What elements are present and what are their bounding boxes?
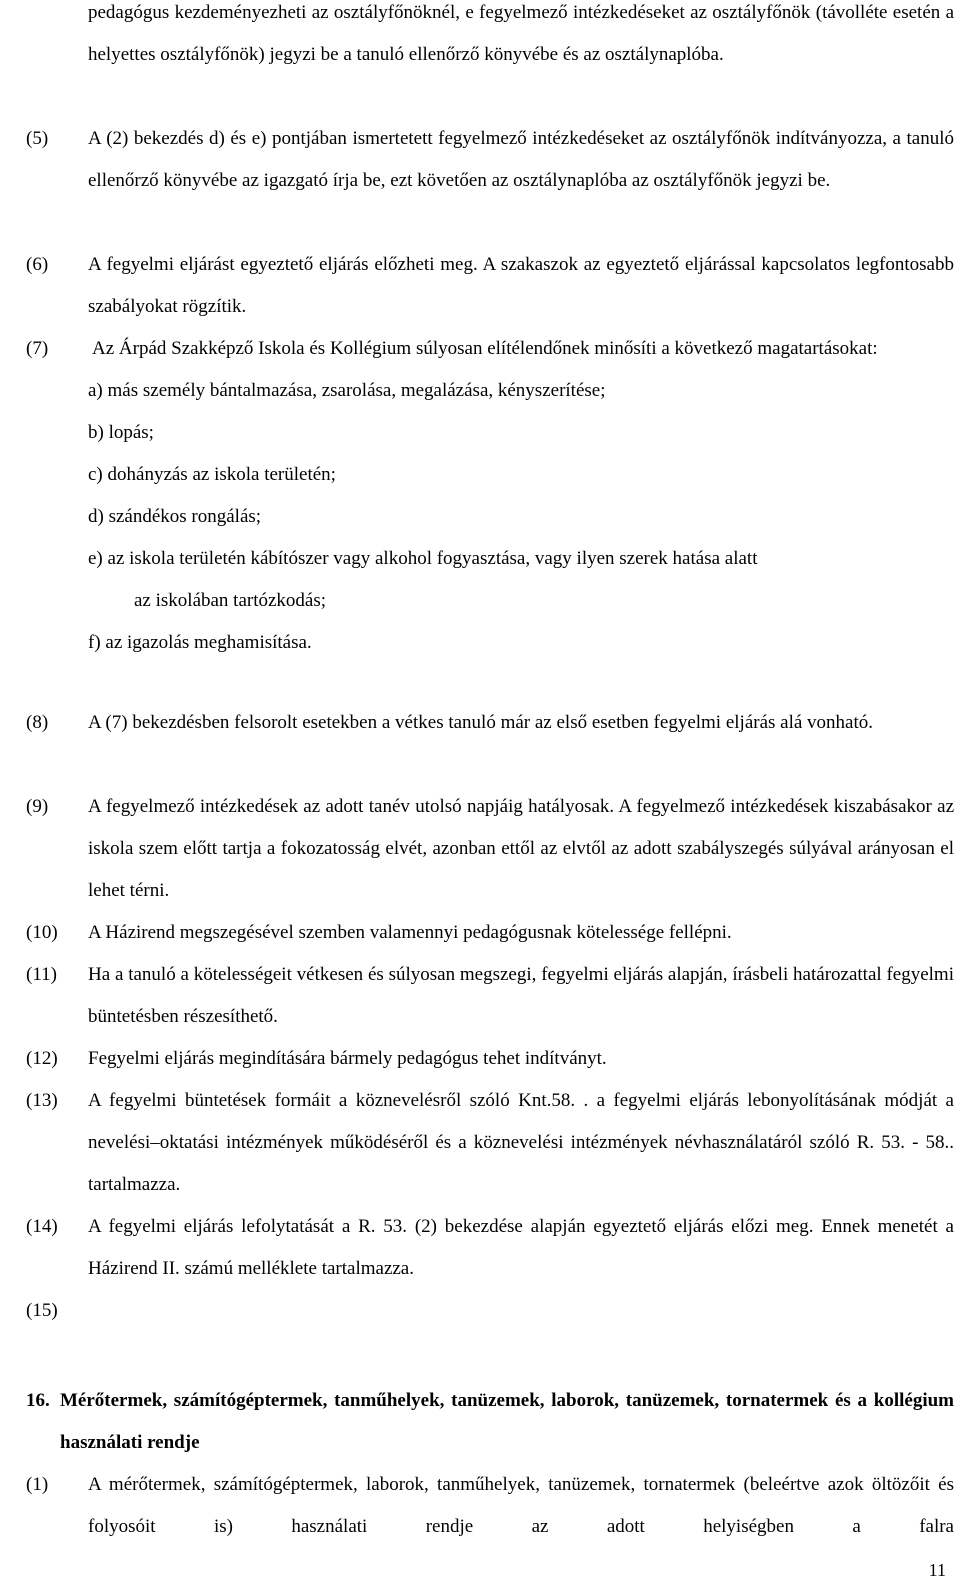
page-number: 11 — [928, 1560, 946, 1580]
paragraph-text: A (7) bekezdésben felsorolt esetekben a vétkes tanuló már az első esetben fegyelmi eljárás alá vonható. — [88, 712, 874, 733]
paragraph-number: (9) — [26, 796, 49, 817]
paragraph-number: (15) — [26, 1300, 58, 1321]
intro-paragraph — [26, 0, 954, 76]
paragraph-text: A (2) bekezdés d) és e) pontjában ismertetett fegyelmező intézkedéseket az osztályfőnök indítványozza, a tanuló ellenőrző könyvébe az igazgató írja be, ezt követően az osztálynaplóba az osztályfőnök jegyzi be. — [88, 128, 954, 191]
list-item-c: c) dohányzás az iskola területén; — [88, 464, 336, 485]
paragraph-7 — [26, 328, 954, 664]
paragraph-number: (11) — [26, 964, 57, 985]
paragraph-text: A fegyelmi eljárás lefolytatását a R. 53. (2) bekezdése alapján egyeztető eljárás előzi meg. Ennek menetét a Házirend II. számú melléklete tartalmazza. — [88, 1216, 954, 1279]
paragraph-number: (8) — [26, 712, 49, 733]
paragraph-number: (5) — [26, 128, 49, 149]
paragraph-6 — [26, 244, 954, 328]
list-item-e: e) az iskola területén kábítószer vagy alkohol fogyasztása, vagy ilyen szerek hatása alatt — [88, 548, 758, 569]
paragraph-text: A fegyelmező intézkedések az adott tanév utolsó napjáig hatályosak. A fegyelmező intézkedések kiszabásakor az iskola szem előtt tartja a fokozatosság elvét, azonban ettől az elvtől az adott szabályszegés súlyával arányosan el lehet térni. — [88, 796, 954, 901]
paragraph-9 — [26, 786, 954, 912]
paragraph-text: Ha a tanuló a kötelességeit vétkesen és súlyosan megszegi, fegyelmi eljárás alapján, írásbeli határozattal fegyelmi büntetésben részesíthető. — [88, 964, 954, 1027]
paragraph-text: A fegyelmi eljárást egyeztető eljárás előzheti meg. A szakaszok az egyeztető eljárással kapcsolatos legfontosabb szabályokat rögzítik. — [88, 254, 954, 317]
paragraph-10 — [26, 912, 954, 954]
paragraph-12 — [26, 1038, 954, 1080]
paragraph-number: (14) — [26, 1216, 58, 1237]
list-item-f: f) az igazolás meghamisítása. — [88, 632, 312, 653]
paragraph-5 — [26, 118, 954, 202]
paragraph-text: A Házirend megszegésével szemben valamennyi pedagógusnak kötelessége fellépni. — [88, 922, 732, 943]
list-item-b: b) lopás; — [88, 422, 154, 443]
paragraph-text: A fegyelmi büntetések formáit a köznevelésről szóló Knt.58. . a fegyelmi eljárás lebonyolításának módját a nevelési–oktatási intézmények működéséről és a köznevelési intézmények névhasználatáról szóló R. 53. - 58.. tartalmazza. — [88, 1090, 954, 1195]
paragraph-number: (13) — [26, 1090, 58, 1111]
paragraph-text: Az Árpád Szakképző Iskola és Kollégium súlyosan elítélendőnek minősíti a következő magatartásokat: — [92, 338, 878, 359]
paragraph-number: (12) — [26, 1048, 58, 1069]
paragraph-number: (6) — [26, 254, 49, 275]
paragraph-13 — [26, 1080, 954, 1206]
section-title: Mérőtermek, számítógéptermek, tanműhelyek, tanüzemek, laborok, tanüzemek, tornatermek és a kollégium használati rendje — [60, 1390, 954, 1453]
paragraph-8 — [26, 702, 954, 744]
paragraph-number: (10) — [26, 922, 58, 943]
section-16-paragraph-1 — [26, 1464, 954, 1548]
paragraph-number: (7) — [26, 338, 49, 359]
paragraph-text: A mérőtermek, számítógéptermek, laborok, tanműhelyek, tanüzemek, tornatermek (beleértve azok öltözőit és folyosóit is) használati rendje az adott helyiségben a falra — [88, 1474, 954, 1537]
paragraph-11 — [26, 954, 954, 1038]
intro-text: pedagógus kezdeményezheti az osztályfőnöknél, e fegyelmező intézkedéseket az osztályfőnök (távolléte esetén a helyettes osztályfőnök) jegyzi be a tanuló ellenőrző könyvébe és az osztálynaplóba. — [88, 2, 954, 65]
section-number: 16. — [26, 1390, 50, 1411]
paragraph-14 — [26, 1206, 954, 1290]
section-heading-16 — [26, 1380, 954, 1464]
list-item-e-continuation: az iskolában tartózkodás; — [134, 590, 327, 611]
list-item-d: d) szándékos rongálás; — [88, 506, 262, 527]
paragraph-number: (1) — [26, 1474, 49, 1495]
list-item-a: a) más személy bántalmazása, zsarolása, megalázása, kényszerítése; — [88, 380, 606, 401]
paragraph-text: Fegyelmi eljárás megindítására bármely pedagógus tehet indítványt. — [88, 1048, 607, 1069]
